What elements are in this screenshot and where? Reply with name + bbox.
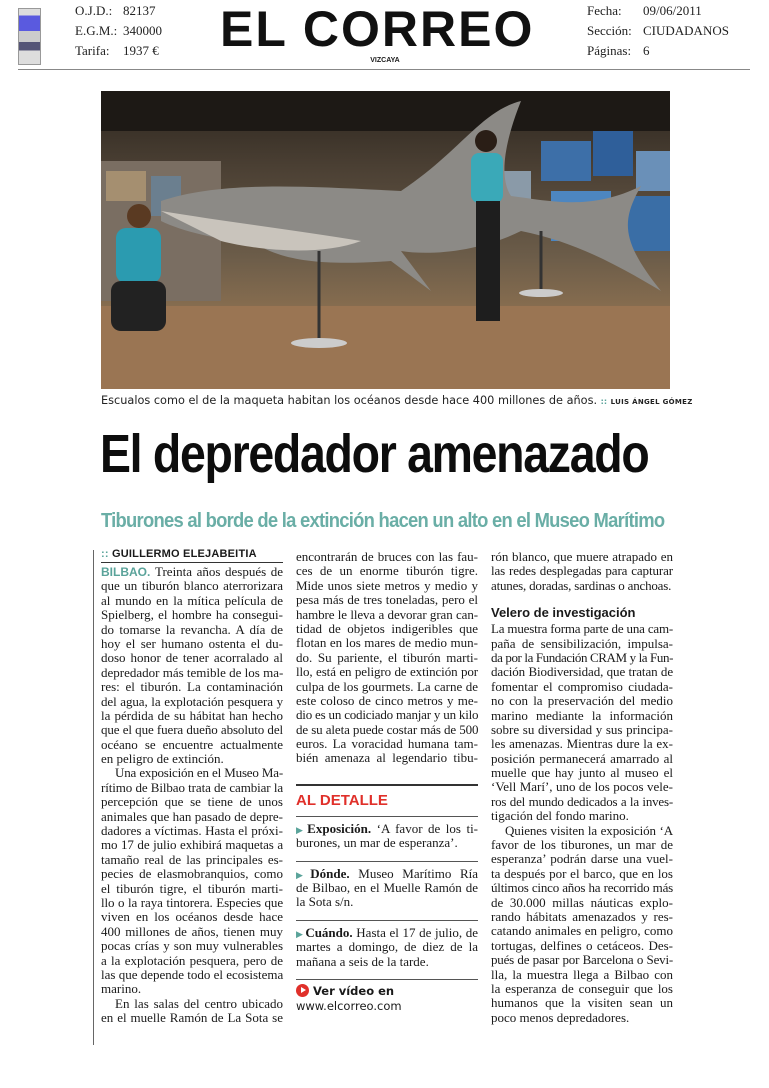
text-line: rítimo de Bilbao trata de cambiar la (101, 779, 283, 795)
triangle-bullet-icon: ▶ (296, 869, 309, 880)
text-line: les amenazas. Mientras dure la ex- (491, 736, 673, 752)
text-line: llo, está en peligro de extinción por (296, 664, 478, 680)
photo-illustration (101, 91, 670, 389)
detail-line: ▶ Dónde. Museo Marítimo Ría (296, 865, 479, 881)
detail-line: la Sota s/n. (296, 894, 354, 910)
text-line: da por la Fundación CRAM y la Fun- (491, 649, 673, 665)
text-line: no con la preservación del medio (491, 693, 673, 709)
text-line: la esperanza de conseguir que los (491, 980, 673, 996)
byline: :: GUILLERMO ELEJABEITIA (101, 547, 283, 563)
text-line: últimos cinco años ha recorrido más (491, 880, 673, 896)
text-line: en peligro de extinción. (101, 751, 224, 767)
text-line: en el muelle Ramón de La Sota se (101, 1010, 283, 1026)
detail-line: martes a domingo, de diez de la (296, 939, 478, 955)
text-line: atunes, doradas, sardinas o anchoas. (491, 577, 672, 593)
text-line: el tiburón tigre, el tiburón marti- (101, 880, 283, 896)
text-line: Spielberg, el hombre ha consegui- (101, 607, 283, 623)
text-line: favor de los tiburones, un mar de (491, 837, 673, 853)
detail-box-items (296, 816, 478, 979)
video-link[interactable]: Ver vídeo en www.elcorreo.com (296, 979, 478, 1014)
triangle-bullet-icon: ▶ (296, 928, 304, 939)
text-line: pesa más de tres toneladas, pero el (296, 592, 478, 608)
text-line: poco menos depredadores. (491, 1009, 630, 1025)
text-line: depredador más temible de los ma- (101, 664, 284, 680)
text-line: dadores a víctimas. Hasta el próxi- (101, 823, 283, 839)
meta-tarifa: Tarifa: 1937 € (75, 43, 159, 58)
text-line: Una exposición en el Museo Ma- (115, 765, 283, 781)
edition-label: VIZCAYA (370, 57, 400, 64)
text-line: flotan en los mares de medio mun- (296, 635, 478, 651)
text-line: ta después por el barco, que en los (491, 865, 673, 881)
text-line: do. Su pariente, el tiburón marti- (296, 649, 478, 665)
text-line: animales que han pasado de depre- (101, 808, 283, 824)
text-line: tortugas, delfines o cetáceos. Des- (491, 937, 673, 953)
text-line: culpa de los gourmets. La carne de (296, 678, 478, 694)
column-1-text (101, 565, 283, 1026)
text-line: viven en los océanos desde hace (101, 909, 283, 925)
detail-line: ▶ Cuándo. Hasta el 17 de julio, de (296, 924, 479, 940)
detail-label: Dónde. (310, 865, 359, 881)
text-line: En las salas del centro ubicado (115, 995, 283, 1011)
text-line: a la explotación pesquera, pero de (101, 952, 283, 968)
detail-line: burones, un mar de esperanza’. (296, 835, 458, 851)
text-line: sobre su diversidad y sus principa- (491, 721, 673, 737)
text-line: de 30.000 millas náuticas explo- (491, 894, 673, 910)
text-line: pocas crías y son muy vulnerables (101, 938, 283, 954)
text-line: ‘Vell Marí’, uno de los pocos vele- (491, 779, 673, 795)
text-line: posición permanecerá amarrado al (491, 750, 673, 766)
text-line: marino mediante la información (491, 707, 673, 723)
detail-item (296, 861, 478, 920)
text-line: Quienes visiten la exposición ‘A (505, 822, 673, 838)
text-line: La muestra forma parte de una cam- (491, 621, 673, 637)
newspaper-logo: EL CORREO (220, 1, 535, 57)
video-url[interactable]: www.elcorreo.com (296, 998, 402, 1013)
text-line: pués de pasar por Barcelona o Sevi- (491, 952, 673, 968)
headline: El depredador amenazado (100, 424, 649, 484)
text-line: doso honor de tener acorralado al (101, 650, 283, 666)
text-line: dación Biodiversidad, que tratan de (491, 664, 673, 680)
article-column-2 (296, 550, 478, 1014)
detail-item (296, 816, 478, 861)
text-line: hoy el ser humano ostenta el du- (101, 635, 283, 651)
text-line: las que depende todo el ecosistema (101, 966, 284, 982)
detail-item (296, 920, 478, 979)
section-heading: Velero de investigación (491, 605, 636, 621)
meta-egm: E.G.M.: 340000 (75, 23, 162, 38)
shark-exhibit-photo (101, 91, 670, 389)
text-line: fomentar el compromiso ciudada- (491, 678, 673, 694)
detail-line: mañana a seis de la tarde. (296, 953, 429, 969)
text-line: llo o la raya tintorera. Especies que (101, 894, 283, 910)
text-line: marino. (101, 981, 142, 997)
text-line: hambre le lleva a devorar gran can- (296, 606, 478, 622)
text-line: ros del mundo dedicados a la inves- (491, 793, 673, 809)
article-column-3 (491, 550, 673, 1025)
text-line: tigación del fondo marino. (491, 808, 629, 824)
detail-label: Exposición. (307, 820, 377, 836)
text-line: del agua, la explotación pesquera y (101, 693, 283, 709)
detail-box-top-rule (296, 784, 478, 786)
meta-seccion: Sección: CIUDADANOS (587, 23, 729, 38)
column-rule (93, 550, 94, 1045)
meta-ojd: O.J.D.: 82137 (75, 3, 156, 18)
article-column-1 (101, 547, 283, 1026)
text-line: do tomarse la revancha. A día de (101, 621, 283, 637)
column-2-text (296, 550, 478, 766)
subtitle: Tiburones al borde de la extinción hacen un alto en el Museo Marítimo (101, 510, 665, 532)
detail-box-title: AL DETALLE (296, 791, 388, 809)
text-line: bién amenaza al legendario tibu- (296, 750, 478, 766)
text-line: este coloso de cinco metros y me- (296, 692, 478, 708)
triangle-bullet-icon: ▶ (296, 824, 306, 835)
text-line: lla, la muestra llega a Bilbao con (491, 966, 673, 982)
left-meta (75, 1, 162, 61)
text-line: mo 17 de julio exhibirá maquetas a (101, 837, 283, 853)
column-3-text-continued (491, 622, 673, 1025)
text-line: que un tiburón blanco aterrorizara (101, 578, 283, 594)
right-meta (587, 1, 729, 61)
text-line: tidad de objetos indigeribles que (296, 620, 478, 636)
clipping-thumbnail (18, 8, 41, 65)
text-line: encontrarán de bruces con las fau- (296, 549, 478, 564)
text-line: BILBAO. Treinta años después de (101, 564, 283, 579)
play-icon (296, 984, 309, 997)
text-line: dio es un codiciado manjar y un kilo (296, 707, 479, 723)
text-line: euros. La voracidad humana tam- (296, 736, 478, 752)
text-line: rón blanco, que muere atrapado en (491, 549, 673, 564)
text-line: 400 millones de años, tienen muy (101, 923, 283, 939)
detail-line: de Bilbao, en el Muelle Ramón de (296, 880, 478, 896)
text-line: catando animales en peligro, como (491, 923, 673, 939)
text-line: ces de un enorme tiburón tigre. (296, 563, 478, 579)
text-line: percepción que se tiene de unos (101, 794, 283, 810)
detail-line: ▶ Exposición. ‘A favor de los ti- (296, 820, 479, 836)
text-line: las redes desplegadas para capturar (491, 563, 673, 579)
text-line: que el que fuera dueño absoluto del (101, 722, 283, 738)
text-line: de su aleta puede costar más de 500 (296, 721, 479, 737)
text-line: al mundo en la mítica película de (101, 592, 283, 608)
text-line: paña de sensibilización, impulsa- (491, 635, 673, 651)
text-line: muelle que hay junto al museo el (491, 765, 673, 781)
text-line: esperanza’ podrán darse una vuel- (491, 851, 673, 867)
text-line: pecies de elasmobranquios, como (101, 866, 283, 882)
text-line: tamaño real de las principales es- (101, 851, 283, 867)
text-line: rando hábitats amenazados y res- (491, 908, 673, 924)
header-divider (18, 69, 750, 70)
text-line: océano se encuentre actualmente (101, 736, 283, 752)
meta-paginas: Páginas: 6 (587, 43, 650, 58)
meta-fecha: Fecha: 09/06/2011 (587, 3, 702, 18)
text-line: la pérdida de su hábitat han hecho (101, 707, 283, 723)
dateline: BILBAO. (101, 565, 155, 579)
column-3-text (491, 550, 673, 593)
photo-credit: LUIS ÁNGEL GÓMEZ (610, 398, 693, 406)
text-line: Mide unos siete metros y medio y (296, 577, 478, 593)
text-line: humanos que la visiten sean un (491, 995, 673, 1011)
photo-caption: Escualos como el de la maqueta habitan los océanos desde hace 400 millones de años. :: LUIS ÁNGEL GÓMEZ (101, 394, 693, 407)
text-line: res: el tiburón. La contaminación (101, 679, 283, 695)
detail-label: Cuándo. (305, 924, 357, 940)
